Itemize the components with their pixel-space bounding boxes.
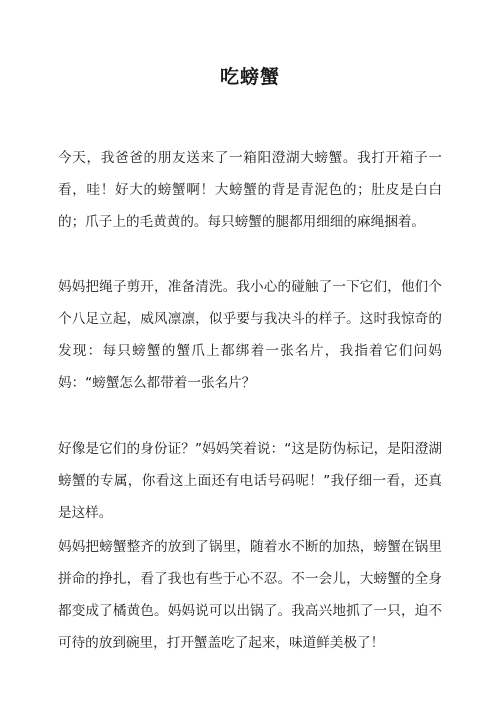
paragraph-3: 好像是它们的身份证？”妈妈笑着说：“这是防伪标记，是阳澄湖螃蟹的专属，你看这上面还有电话号码呢！”我仔细一看，还真是这样。 (58, 441, 442, 521)
paragraph-2: 妈妈把绳子剪开，准备清洗。我小心的碰触了一下它们，他们个个八足立起，威风凛凛，似乎要与我决斗的样子。这时我惊奇的发现：每只螃蟹的蟹爪上都绑着一张名片，我指着它们问妈妈：“螃蟹怎么都带着一张名片？ (58, 279, 442, 391)
document-title: 吃螃蟹 (219, 66, 280, 88)
paragraph-4: 妈妈把螃蟹整齐的放到了锅里，随着水不断的加热，螃蟹在锅里拼命的挣扎，看了我也有些于心不忍。不一会儿，大螃蟹的全身都变成了橘黄色。妈妈说可以出锅了。我高兴地抓了一只，迫不可待的放到碗里，打开蟹盖吃了起来，味道鲜美极了！ (58, 539, 442, 651)
paragraph-1: 今天，我爸爸的朋友送来了一箱阳澄湖大螃蟹。我打开箱子一看，哇！好大的螃蟹啊！大螃蟹的背是青泥色的；肚皮是白白的；爪子上的毛黄黄的。每只螃蟹的腿都用细细的麻绳捆着。 (58, 150, 442, 230)
